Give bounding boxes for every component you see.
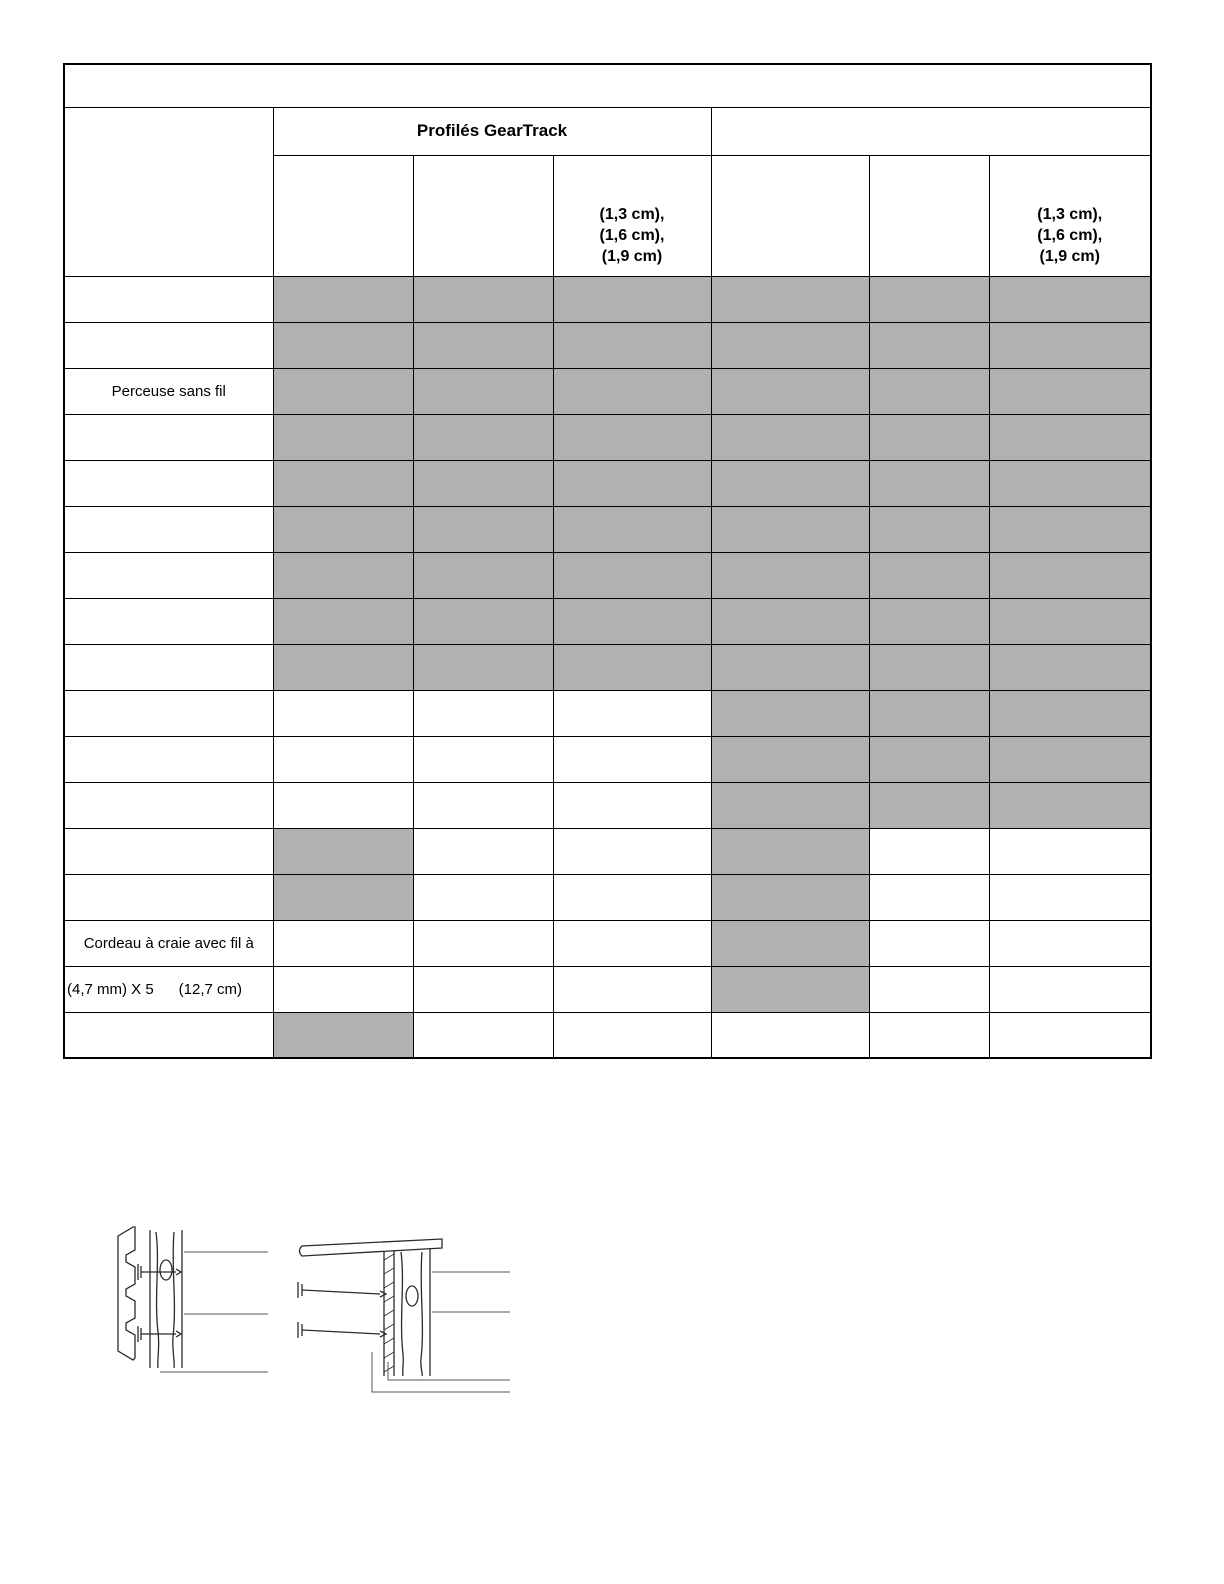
grid-cell [273, 782, 413, 828]
table-row [64, 460, 1151, 506]
grid-cell [869, 782, 989, 828]
grid-cell [869, 828, 989, 874]
geartrack-cross-section-diagram-left [100, 1222, 270, 1385]
column-header-size-line: (1,9 cm) [601, 247, 663, 265]
grid-cell [989, 552, 1151, 598]
grid-cell [413, 552, 553, 598]
grid-cell [989, 644, 1151, 690]
table-row [64, 1012, 1151, 1058]
table-row [64, 322, 1151, 368]
column-header-size-line: (1,6 cm), [599, 226, 665, 244]
grid-cell [711, 598, 869, 644]
grid-cell [711, 736, 869, 782]
column-header-size-line: (1,3 cm), [1037, 206, 1103, 224]
grid-cell [869, 368, 989, 414]
grid-cell [553, 506, 711, 552]
column-header-2 [413, 155, 553, 276]
grid-cell [273, 414, 413, 460]
row-label: Cordeau à craie avec fil à [64, 920, 273, 966]
table-row [64, 552, 1151, 598]
screw-icon [138, 1326, 181, 1342]
grid-cell [413, 322, 553, 368]
grid-cell [273, 598, 413, 644]
grid-cell [989, 414, 1151, 460]
grid-cell [273, 874, 413, 920]
grid-cell [273, 506, 413, 552]
grid-cell [273, 368, 413, 414]
grid-cell [413, 690, 553, 736]
grid-cell [711, 322, 869, 368]
table-row [64, 368, 1151, 414]
table-row [64, 598, 1151, 644]
column-header-3 [553, 155, 711, 276]
grid-cell [553, 874, 711, 920]
row-label [64, 460, 273, 506]
screw-icon [298, 1282, 386, 1298]
grid-cell [869, 644, 989, 690]
grid-cell [711, 690, 869, 736]
table-row [64, 736, 1151, 782]
table-row [64, 690, 1151, 736]
column-header-size-line: (1,9 cm) [1039, 247, 1100, 265]
grid-cell [989, 506, 1151, 552]
grid-cell [869, 414, 989, 460]
grid-cell [413, 460, 553, 506]
grid-cell [413, 828, 553, 874]
row-label [64, 1012, 273, 1058]
leader-lines [372, 1272, 510, 1392]
grid-cell [711, 460, 869, 506]
grid-cell [553, 368, 711, 414]
grid-cell [413, 874, 553, 920]
row-label: (4,7 mm) X 5 (12,7 cm) [64, 966, 273, 1012]
track-profile-drawing-left [100, 1222, 270, 1380]
grid-cell [989, 598, 1151, 644]
grid-cell [711, 920, 869, 966]
row-label [64, 414, 273, 460]
table-group-header-row [64, 107, 1151, 155]
grid-cell [711, 1012, 869, 1058]
grid-cell [869, 506, 989, 552]
grid-cell [273, 322, 413, 368]
grid-cell [869, 460, 989, 506]
grid-cell [553, 690, 711, 736]
row-label: Perceuse sans fil [64, 368, 273, 414]
grid-cell [989, 460, 1151, 506]
column-header-4 [711, 155, 869, 276]
row-label-column-header [64, 107, 273, 276]
row-label [64, 828, 273, 874]
grid-cell [711, 966, 869, 1012]
grid-cell [989, 276, 1151, 322]
grid-cell [413, 414, 553, 460]
leader-lines [160, 1252, 268, 1372]
grid-cell [869, 736, 989, 782]
row-label [64, 506, 273, 552]
grid-cell [413, 598, 553, 644]
row-label [64, 690, 273, 736]
grid-cell [989, 368, 1151, 414]
grid-cell [869, 552, 989, 598]
table-row [64, 644, 1151, 690]
grid-cell [869, 598, 989, 644]
grid-cell [273, 920, 413, 966]
grid-cell [553, 276, 711, 322]
grid-cell [273, 690, 413, 736]
grid-cell [553, 1012, 711, 1058]
grid-cell [869, 690, 989, 736]
group-header-right [711, 107, 1151, 155]
column-header-5 [869, 155, 989, 276]
grid-cell [553, 460, 711, 506]
screw-icon [138, 1264, 181, 1280]
grid-cell [989, 920, 1151, 966]
column-header-6 [989, 155, 1151, 276]
grid-cell [869, 920, 989, 966]
row-label [64, 322, 273, 368]
grid-cell [711, 644, 869, 690]
table-row [64, 782, 1151, 828]
table-top-banner [64, 64, 1151, 107]
grid-cell [869, 276, 989, 322]
grid-cell [273, 736, 413, 782]
table-row [64, 920, 1151, 966]
grid-cell [989, 690, 1151, 736]
grid-cell [273, 1012, 413, 1058]
hardware-compatibility-table [63, 63, 1152, 1059]
grid-cell [273, 644, 413, 690]
column-header-1 [273, 155, 413, 276]
grid-cell [413, 782, 553, 828]
row-label [64, 874, 273, 920]
row-label [64, 782, 273, 828]
screw-icon [298, 1322, 386, 1338]
table-row [64, 506, 1151, 552]
table-row [64, 276, 1151, 322]
grid-cell [553, 598, 711, 644]
grid-cell [869, 874, 989, 920]
grid-cell [413, 920, 553, 966]
grid-cell [553, 552, 711, 598]
row-label [64, 598, 273, 644]
grid-cell [553, 920, 711, 966]
table-row [64, 966, 1151, 1012]
table-row [64, 414, 1151, 460]
grid-cell [989, 322, 1151, 368]
grid-cell [989, 782, 1151, 828]
grid-cell [989, 1012, 1151, 1058]
grid-cell [553, 644, 711, 690]
grid-cell [273, 966, 413, 1012]
grid-cell [869, 1012, 989, 1058]
grid-cell [413, 1012, 553, 1058]
grid-cell [711, 874, 869, 920]
grid-cell [711, 506, 869, 552]
column-header-size-line: (1,6 cm), [1037, 226, 1103, 244]
row-label [64, 644, 273, 690]
grid-cell [989, 874, 1151, 920]
row-label [64, 736, 273, 782]
grid-cell [273, 552, 413, 598]
group-header-geartrack: Profilés GearTrack [273, 107, 711, 155]
grid-cell [711, 828, 869, 874]
grid-cell [553, 736, 711, 782]
grid-cell [711, 782, 869, 828]
grid-cell [711, 414, 869, 460]
grid-cell [869, 966, 989, 1012]
grid-cell [553, 322, 711, 368]
grid-cell [413, 276, 553, 322]
grid-cell [273, 276, 413, 322]
grid-cell [553, 782, 711, 828]
grid-cell [553, 414, 711, 460]
grid-cell [413, 736, 553, 782]
grid-cell [273, 828, 413, 874]
grid-cell [553, 966, 711, 1012]
grid-cell [989, 736, 1151, 782]
grid-cell [553, 828, 711, 874]
grid-cell [273, 460, 413, 506]
table-top-banner-row [64, 64, 1151, 107]
grid-cell [711, 552, 869, 598]
grid-cell [711, 368, 869, 414]
grid-cell [413, 966, 553, 1012]
grid-cell [989, 966, 1151, 1012]
grid-cell [413, 368, 553, 414]
grid-cell [413, 644, 553, 690]
grid-cell [989, 828, 1151, 874]
row-label [64, 552, 273, 598]
row-label [64, 276, 273, 322]
column-header-size-line: (1,3 cm), [599, 206, 665, 224]
grid-cell [711, 276, 869, 322]
table-row [64, 874, 1151, 920]
table-row [64, 828, 1151, 874]
track-profile-drawing-right [292, 1234, 514, 1396]
grid-cell [413, 506, 553, 552]
grid-cell [869, 322, 989, 368]
geartrack-cross-section-diagram-right [292, 1234, 514, 1401]
